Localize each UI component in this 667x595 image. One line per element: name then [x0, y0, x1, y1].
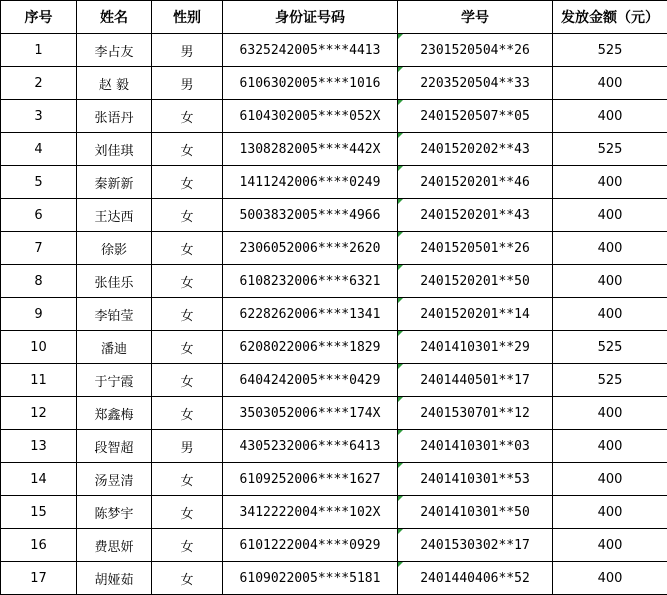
cell-gender-text: 女 [180, 176, 194, 192]
cell-id-number [223, 496, 398, 529]
cell-gender-text: 女 [180, 308, 194, 324]
cell-name-text: 王达西 [94, 209, 134, 225]
cell-amount-text: 400 [597, 306, 623, 322]
cell-id-number-text: 5003832005****4966 [239, 207, 381, 223]
cell-index [1, 529, 77, 562]
cell-gender [152, 463, 223, 496]
header-cell-index: 序号 [1, 1, 77, 34]
cell-name-text: 费思妍 [94, 539, 134, 555]
cell-amount [553, 430, 667, 463]
table-row [1, 562, 667, 595]
cell-amount-text: 400 [597, 108, 623, 124]
cell-id-number [223, 529, 398, 562]
cell-student-number-text: 2401520201**14 [420, 306, 530, 322]
cell-amount-text: 525 [597, 372, 623, 388]
cell-amount [553, 529, 667, 562]
cell-amount-text: 525 [597, 42, 623, 58]
cell-gender [152, 199, 223, 232]
cell-id-number-text: 6109022005****5181 [239, 570, 381, 586]
cell-name [77, 34, 152, 67]
cell-index [1, 265, 77, 298]
cell-student-number-text: 2301520504**26 [420, 42, 530, 58]
text-format-marker-icon [398, 430, 403, 435]
cell-name-text: 潘迪 [100, 341, 127, 357]
cell-amount [553, 232, 667, 265]
cell-id-number-text: 6106302005****1016 [239, 75, 381, 91]
cell-index-text: 11 [30, 372, 47, 388]
cell-id-number-text: 1411242006****0249 [239, 174, 381, 190]
cell-id-number-text: 6101222004****0929 [239, 537, 381, 553]
cell-name [77, 496, 152, 529]
cell-name [77, 265, 152, 298]
cell-gender-text: 女 [180, 209, 194, 225]
cell-name [77, 331, 152, 364]
cell-amount-text: 400 [597, 537, 623, 553]
cell-index-text: 16 [30, 537, 47, 553]
cell-amount-text: 400 [597, 438, 623, 454]
cell-student-number-text: 2401520201**50 [420, 273, 530, 289]
cell-student-number [398, 67, 553, 100]
cell-gender [152, 364, 223, 397]
cell-student-number [398, 166, 553, 199]
cell-id-number-text: 1308282005****442X [239, 141, 381, 157]
cell-gender [152, 166, 223, 199]
cell-amount-text: 400 [597, 570, 623, 586]
cell-gender [152, 562, 223, 595]
cell-id-number-text: 6404242005****0429 [239, 372, 381, 388]
cell-student-number-text: 2401520201**43 [420, 207, 530, 223]
cell-index [1, 463, 77, 496]
cell-gender-text: 女 [180, 374, 194, 390]
text-format-marker-icon [398, 562, 403, 567]
cell-amount-text: 400 [597, 75, 623, 91]
cell-student-number-text: 2401410301**29 [420, 339, 530, 355]
cell-name [77, 133, 152, 166]
cell-index [1, 364, 77, 397]
cell-id-number [223, 463, 398, 496]
cell-student-number [398, 562, 553, 595]
cell-amount [553, 265, 667, 298]
cell-index-text: 7 [34, 240, 43, 256]
cell-student-number [398, 133, 553, 166]
cell-name-text: 张佳乐 [94, 275, 134, 291]
cell-amount [553, 463, 667, 496]
cell-amount [553, 496, 667, 529]
cell-gender-text: 女 [180, 473, 194, 489]
cell-name-text: 汤昱清 [94, 473, 134, 489]
cell-index-text: 5 [34, 174, 43, 190]
cell-index-text: 15 [30, 504, 47, 520]
cell-gender [152, 331, 223, 364]
cell-name-text: 刘佳琪 [94, 143, 134, 159]
cell-index [1, 430, 77, 463]
cell-name [77, 463, 152, 496]
cell-name [77, 430, 152, 463]
cell-index-text: 4 [34, 141, 43, 157]
cell-index-text: 2 [34, 75, 43, 91]
cell-amount-text: 525 [597, 339, 623, 355]
cell-amount [553, 34, 667, 67]
cell-student-number [398, 397, 553, 430]
cell-gender [152, 298, 223, 331]
cell-gender [152, 67, 223, 100]
text-format-marker-icon [398, 496, 403, 501]
cell-name [77, 298, 152, 331]
cell-student-number [398, 232, 553, 265]
cell-id-number [223, 199, 398, 232]
table-row [1, 364, 667, 397]
cell-index [1, 199, 77, 232]
cell-student-number-text: 2401410301**53 [420, 471, 530, 487]
cell-name-text: 李铂莹 [94, 308, 134, 324]
header-row [1, 1, 667, 34]
cell-name-text: 郑鑫梅 [94, 407, 134, 423]
cell-student-number [398, 199, 553, 232]
cell-name-text: 秦新新 [94, 176, 134, 192]
cell-gender-text: 男 [180, 440, 194, 456]
cell-index-text: 13 [30, 438, 47, 454]
cell-index [1, 562, 77, 595]
cell-name-text: 于宁霞 [94, 374, 134, 390]
text-format-marker-icon [398, 34, 403, 39]
cell-name-text: 段智超 [94, 440, 134, 456]
cell-index [1, 34, 77, 67]
cell-id-number-text: 6208022006****1829 [239, 339, 381, 355]
table-row [1, 463, 667, 496]
cell-name [77, 166, 152, 199]
cell-name [77, 562, 152, 595]
cell-amount-text: 400 [597, 207, 623, 223]
cell-id-number [223, 331, 398, 364]
text-format-marker-icon [398, 265, 403, 270]
cell-name-text: 徐影 [100, 242, 127, 258]
table-row [1, 397, 667, 430]
cell-index-text: 10 [30, 339, 47, 355]
cell-name [77, 232, 152, 265]
cell-gender [152, 34, 223, 67]
cell-index [1, 166, 77, 199]
cell-id-number [223, 133, 398, 166]
table-row [1, 166, 667, 199]
cell-id-number [223, 67, 398, 100]
cell-gender [152, 100, 223, 133]
text-format-marker-icon [398, 463, 403, 468]
cell-student-number-text: 2401530701**12 [420, 405, 530, 421]
table-row [1, 298, 667, 331]
cell-amount-text: 525 [597, 141, 623, 157]
cell-student-number-text: 2401410301**03 [420, 438, 530, 454]
cell-gender [152, 232, 223, 265]
cell-gender-text: 女 [180, 539, 194, 555]
cell-index [1, 100, 77, 133]
cell-gender [152, 265, 223, 298]
cell-gender-text: 女 [180, 572, 194, 588]
cell-name [77, 67, 152, 100]
cell-id-number-text: 6108232006****6321 [239, 273, 381, 289]
cell-gender-text: 女 [180, 506, 194, 522]
cell-student-number-text: 2203520504**33 [420, 75, 530, 91]
cell-index-text: 1 [34, 42, 43, 58]
cell-amount [553, 298, 667, 331]
cell-gender [152, 133, 223, 166]
cell-id-number-text: 3503052006****174X [239, 405, 381, 421]
cell-name-text: 张语丹 [94, 110, 134, 126]
cell-gender-text: 女 [180, 242, 194, 258]
cell-amount [553, 67, 667, 100]
cell-student-number-text: 2401520501**26 [420, 240, 530, 256]
cell-id-number [223, 100, 398, 133]
cell-student-number [398, 463, 553, 496]
cell-id-number [223, 397, 398, 430]
cell-id-number-text: 4305232006****6413 [239, 438, 381, 454]
cell-student-number [398, 265, 553, 298]
table-row [1, 529, 667, 562]
cell-index [1, 496, 77, 529]
cell-index-text: 8 [34, 273, 43, 289]
table-row [1, 133, 667, 166]
cell-amount-text: 400 [597, 240, 623, 256]
header-cell-name: 姓名 [77, 1, 152, 34]
header-cell-amount: 发放金额（元） [553, 1, 667, 34]
cell-id-number-text: 6104302005****052X [239, 108, 381, 124]
cell-gender-text: 女 [180, 275, 194, 291]
cell-name-text: 李占友 [94, 44, 134, 60]
table-row [1, 34, 667, 67]
cell-amount [553, 562, 667, 595]
cell-id-number [223, 34, 398, 67]
cell-gender-text: 男 [180, 44, 194, 60]
table-row [1, 199, 667, 232]
cell-index [1, 397, 77, 430]
table-row [1, 100, 667, 133]
text-format-marker-icon [398, 232, 403, 237]
cell-id-number [223, 430, 398, 463]
cell-gender-text: 女 [180, 110, 194, 126]
text-format-marker-icon [398, 67, 403, 72]
cell-id-number-text: 2306052006****2620 [239, 240, 381, 256]
cell-index [1, 298, 77, 331]
text-format-marker-icon [398, 529, 403, 534]
cell-student-number-text: 2401520507**05 [420, 108, 530, 124]
cell-gender [152, 397, 223, 430]
cell-gender [152, 496, 223, 529]
cell-student-number [398, 34, 553, 67]
cell-name [77, 529, 152, 562]
cell-id-number [223, 166, 398, 199]
cell-gender [152, 529, 223, 562]
cell-name-text: 胡娅茹 [94, 572, 134, 588]
text-format-marker-icon [398, 364, 403, 369]
cell-amount [553, 133, 667, 166]
cell-student-number-text: 2401440501**17 [420, 372, 530, 388]
cell-name-text: 赵 毅 [98, 77, 130, 93]
cell-id-number [223, 232, 398, 265]
cell-student-number [398, 529, 553, 562]
cell-id-number-text: 6109252006****1627 [239, 471, 381, 487]
cell-gender [152, 430, 223, 463]
cell-amount-text: 400 [597, 471, 623, 487]
table-row [1, 430, 667, 463]
cell-student-number [398, 430, 553, 463]
cell-student-number [398, 331, 553, 364]
cell-index-text: 14 [30, 471, 47, 487]
cell-student-number-text: 2401530302**17 [420, 537, 530, 553]
text-format-marker-icon [398, 331, 403, 336]
text-format-marker-icon [398, 298, 403, 303]
cell-gender-text: 男 [180, 77, 194, 93]
table-row [1, 331, 667, 364]
cell-student-number-text: 2401410301**50 [420, 504, 530, 520]
cell-amount-text: 400 [597, 504, 623, 520]
cell-gender-text: 女 [180, 341, 194, 357]
cell-index-text: 9 [34, 306, 43, 322]
cell-id-number [223, 364, 398, 397]
cell-amount-text: 400 [597, 273, 623, 289]
cell-amount [553, 199, 667, 232]
cell-id-number-text: 6228262006****1341 [239, 306, 381, 322]
cell-student-number-text: 2401520201**46 [420, 174, 530, 190]
cell-student-number-text: 2401520202**43 [420, 141, 530, 157]
header-cell-id-number: 身份证号码 [223, 1, 398, 34]
table-body [1, 34, 667, 595]
text-format-marker-icon [398, 397, 403, 402]
cell-name-text: 陈梦宇 [94, 506, 134, 522]
text-format-marker-icon [398, 166, 403, 171]
table-row [1, 265, 667, 298]
text-format-marker-icon [398, 199, 403, 204]
cell-amount [553, 166, 667, 199]
table-row [1, 67, 667, 100]
cell-amount-text: 400 [597, 405, 623, 421]
cell-index [1, 67, 77, 100]
cell-student-number [398, 298, 553, 331]
cell-index [1, 133, 77, 166]
text-format-marker-icon [398, 100, 403, 105]
cell-amount [553, 397, 667, 430]
cell-student-number [398, 364, 553, 397]
cell-id-number-text: 3412222004****102X [239, 504, 381, 520]
cell-index-text: 12 [30, 405, 47, 421]
text-format-marker-icon [398, 133, 403, 138]
cell-index-text: 6 [34, 207, 43, 223]
cell-id-number-text: 6325242005****4413 [239, 42, 381, 58]
table-row [1, 232, 667, 265]
cell-name [77, 199, 152, 232]
cell-student-number [398, 100, 553, 133]
cell-index [1, 331, 77, 364]
cell-index-text: 17 [30, 570, 47, 586]
cell-amount [553, 100, 667, 133]
cell-id-number [223, 298, 398, 331]
cell-gender-text: 女 [180, 143, 194, 159]
cell-id-number [223, 562, 398, 595]
cell-index [1, 232, 77, 265]
cell-amount [553, 364, 667, 397]
cell-amount-text: 400 [597, 174, 623, 190]
cell-name [77, 100, 152, 133]
cell-name [77, 397, 152, 430]
cell-student-number [398, 496, 553, 529]
table-row [1, 496, 667, 529]
header-cell-student-number: 学号 [398, 1, 553, 34]
cell-amount [553, 331, 667, 364]
cell-student-number-text: 2401440406**52 [420, 570, 530, 586]
cell-index-text: 3 [34, 108, 43, 124]
header-cell-gender: 性别 [152, 1, 223, 34]
cell-id-number [223, 265, 398, 298]
cell-gender-text: 女 [180, 407, 194, 423]
cell-name [77, 364, 152, 397]
